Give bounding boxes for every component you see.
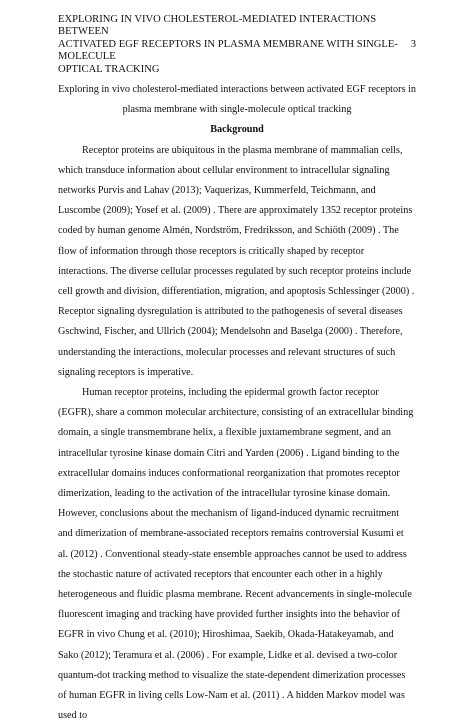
paper-title-line-1: Exploring in vivo cholesterol-mediated interactions between activated EGF receptors in xyxy=(58,84,416,95)
body-text xyxy=(58,80,416,727)
page-number: 3 xyxy=(410,38,416,50)
paper-title xyxy=(58,80,416,120)
paragraph-1: Receptor proteins are ubiquitous in the plasma membrane of mammalian cells, which transduce information about cellular environment to intracellular signaling networks Purvis and Lahav (2013); Vaquerizas, Kummerfeld, Teichmann, and Luscombe (2009); Yosef et al. (2009) . There are approximately 1352 receptor proteins coded by human genome Almén, Nordström, Fredriksson, and Schiöth (2009) . The flow of information through those receptors is critically shaped by receptor interactions. The diverse cellular processes regulated by such receptor proteins include cell growth and division, differentiation, migration, and apoptosis Schlessinger (2000) . Receptor signaling dysregulation is attributed to the pathogenesis of several diseases Gschwind, Fischer, and Ullrich (2004); Mendelsohn and Baselga (2000) . Therefore, understanding the interactions, molecular processes and relevant structures of such signaling receptors is imperative. xyxy=(58,144,415,378)
paper-title-line-2: plasma membrane with single-molecule optical tracking xyxy=(122,104,352,116)
running-head: EXPLORING IN VIVO CHOLESTEROL-MEDIATED INTERACTIONS BETWEEN ACTIVATED EGF RECEPTORS IN PLASMA MEMBRANE WITH SINGLE-MOLECULE OPTICAL TRACKING xyxy=(58,14,398,75)
section-heading: Background xyxy=(210,124,264,136)
paragraph-2: Human receptor proteins, including the epidermal growth factor receptor (EGFR), share a common molecular architecture, consisting of an extracellular binding domain, a single transmembrane helix, a flexible juxtamembrane segment, and an intracellular tyrosine kinase domain Citri and Yarden (2006) . Ligand binding to the extracellular domains induces conformational reorganization that promotes receptor dimerization, leading to the activation of the intracellular tyrosine kinase domain. However, conclusions about the mechanism of ligand-induced dynamic recruitment and dimerization of membrane-associated receptors remains controversial Kusumi et al. (2012) . Conventional steady-state ensemble approaches cannot be used to address the stochastic nature of activated receptors that encounter each other in a highly heterogeneous and fluidic plasma membrane. Recent advancements in single-molecule fluorescent imaging and tracking have provided further insights into the behavior of EGFR in vivo Chung et al. (2010); Hiroshimaa, Saekib, Okada-Hatakeyamab, and Sako (2012); Teramura et al. (2006) . For example, Lidke et al. devised a two-color quantum-dot tracking method to visualize the state-dependent dimerization processes of human EGFR in living cells Low-Nam et al. (2011) . A hidden Markov model was used to xyxy=(58,387,414,722)
